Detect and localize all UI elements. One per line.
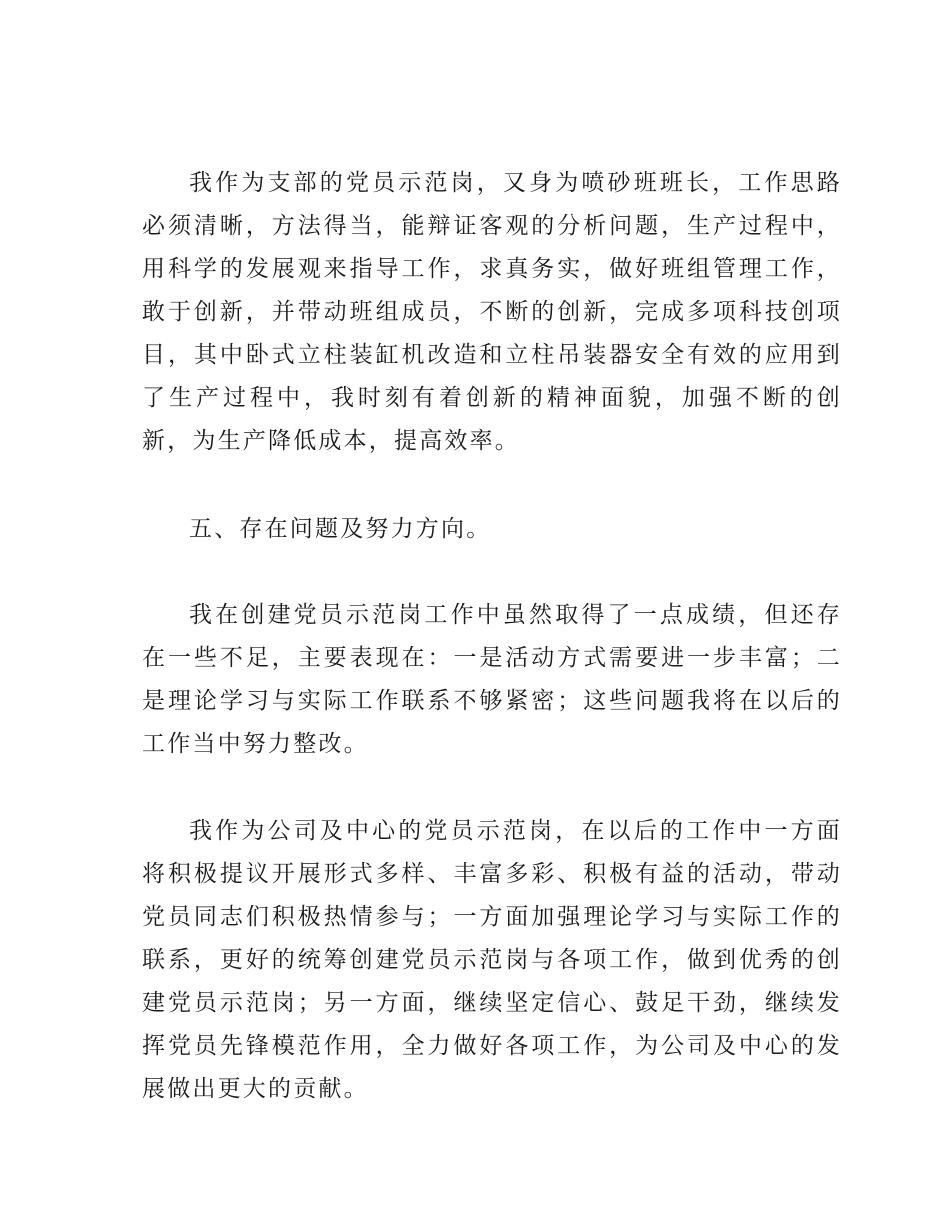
paragraph-shortcomings: 我在创建党员示范岗工作中虽然取得了一点成绩，但还存在一些不足，主要表现在：一是活动方式需要进一步丰富；二是理论学习与实际工作联系不够紧密；这些问题我将在以后的工作当中努力整改。 — [142, 602, 842, 757]
paragraph-future-plans: 我作为公司及中心的党员示范岗，在以后的工作中一方面将积极提议开展形式多样、丰富多彩、积极有益的活动，带动党员同志们积极热情参与；一方面加强理论学习与实际工作的联系，更好的统筹创建党员示范岗与各项工作，做到优秀的创建党员示范岗；另一方面，继续坚定信心、鼓足干劲，继续发挥党员先锋模范作用，全力做好各项工作，为公司及中心的发展做出更大的贡献。 — [142, 818, 842, 1102]
paragraph-innovation: 我作为支部的党员示范岗，又身为喷砂班班长，工作思路必须清晰，方法得当，能辩证客观的分析问题，生产过程中，用科学的发展观来指导工作，求真务实，做好班组管理工作，敢于创新，并带动班组成员，不断的创新，完成多项科技创项目，其中卧式立柱装缸机改造和立柱吊装器安全有效的应用到了生产过程中，我时刻有着创新的精神面貌，加强不断的创新，为生产降低成本，提高效率。 — [142, 170, 842, 454]
section-heading-problems: 五、存在问题及努力方向。 — [189, 516, 492, 542]
